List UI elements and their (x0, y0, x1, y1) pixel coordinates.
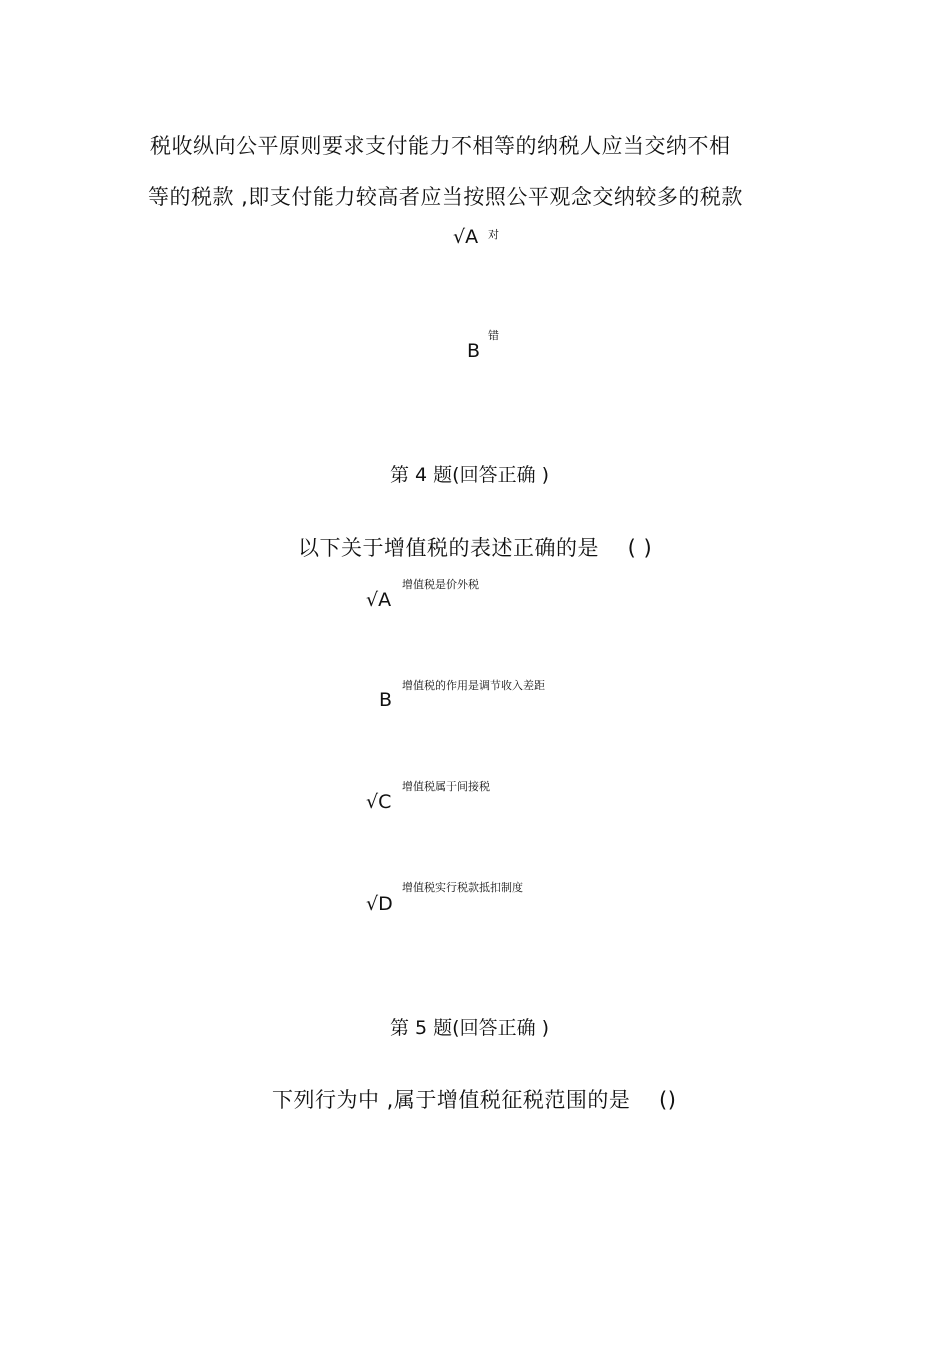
question-3-option-b-text: 错 (488, 329, 499, 342)
question-4-option-c[interactable] (366, 791, 391, 813)
question-4-option-b-text: 增值税的作用是调节收入差距 (402, 679, 545, 692)
option-letter: D (378, 893, 393, 915)
checkmark-icon: √ (366, 893, 379, 915)
checkmark-icon: √ (366, 589, 379, 611)
question-4-option-a-text: 增值税是价外税 (402, 578, 479, 591)
question-4-option-d-text: 增值税实行税款抵扣制度 (402, 881, 523, 894)
question-3-option-a[interactable] (453, 226, 478, 248)
question-4-option-c-text: 增值税属于间接税 (402, 780, 490, 793)
question-5-stem: 下列行为中 ,属于增值税征税范围的是 () (272, 1088, 677, 1112)
checkmark-icon: √ (453, 226, 466, 248)
question-3-text-line-2: 等的税款 ,即支付能力较高者应当按照公平观念交纳较多的税款 (148, 185, 743, 209)
option-letter: A (378, 589, 392, 611)
question-3-text-line-1: 税收纵向公平原则要求支付能力不相等的纳税人应当交纳不相 (150, 134, 731, 158)
option-letter: B (379, 689, 393, 711)
question-4-option-d[interactable] (366, 893, 393, 915)
question-3-option-a-text: 对 (488, 228, 499, 241)
question-4-option-b[interactable] (379, 689, 392, 711)
question-4-heading: 第 4 题(回答正确 ) (390, 464, 550, 486)
question-4-option-a[interactable] (366, 589, 391, 611)
question-3-option-b[interactable] (467, 340, 480, 362)
question-4-stem: 以下关于增值税的表述正确的是 ( ) (298, 536, 653, 560)
option-letter: B (467, 340, 481, 362)
option-letter: C (378, 791, 392, 813)
question-5-heading: 第 5 题(回答正确 ) (390, 1017, 550, 1039)
checkmark-icon: √ (366, 791, 379, 813)
option-letter: A (465, 226, 479, 248)
